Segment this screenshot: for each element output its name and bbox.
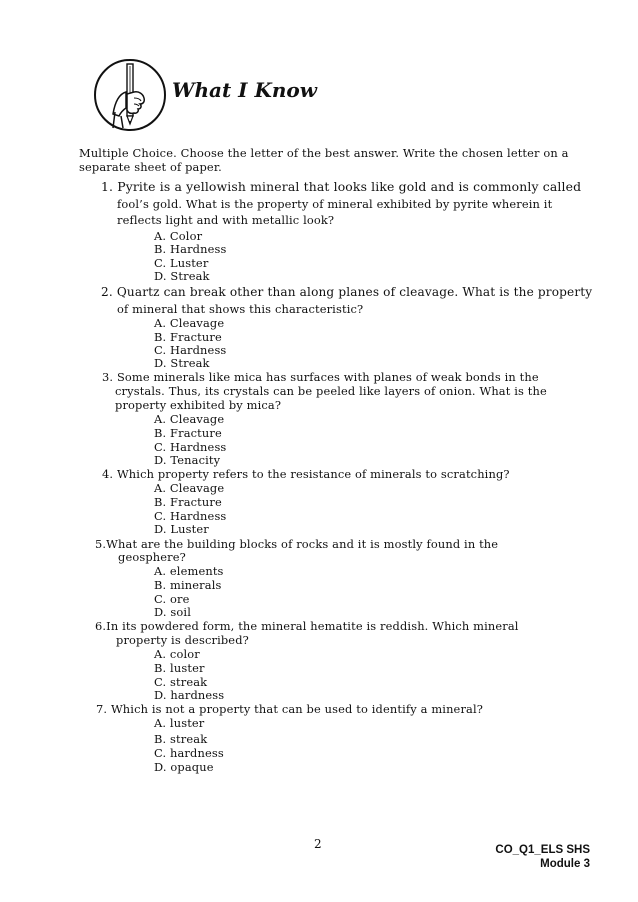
question-6-line: property is described? <box>116 633 249 647</box>
choice-item: B. Hardness <box>154 242 227 256</box>
choice-item: C. ore <box>154 592 190 606</box>
choice-item: C. hardness <box>154 746 224 760</box>
question-4-line: 4. Which property refers to the resistance of minerals to scratching? <box>102 467 510 481</box>
choice-item: B. Fracture <box>154 495 222 509</box>
choice-item: A. Cleavage <box>154 481 225 495</box>
choice-item: C. Hardness <box>154 440 227 454</box>
instructions-line: Multiple Choice. Choose the letter of the best answer. Write the chosen letter on a <box>79 146 569 160</box>
question-1-line: reflects light and with metallic look? <box>117 213 335 227</box>
choice-item: D. Luster <box>154 522 209 536</box>
choice-item: C. Hardness <box>154 343 227 357</box>
footer-module: Module 3 <box>540 858 590 870</box>
choice-item: B. luster <box>154 661 205 675</box>
choice-item: A. Cleavage <box>154 316 225 330</box>
choice-item: A. Cleavage <box>154 412 225 426</box>
choice-item: B. minerals <box>154 578 222 592</box>
choice-item: D. Streak <box>154 269 210 283</box>
hand-holding-pencil-icon <box>93 58 167 132</box>
question-2-line: 2. Quartz can break other than along planes of cleavage. What is the property <box>101 285 593 299</box>
choice-item: B. Fracture <box>154 330 222 344</box>
question-7-line: 7. Which is not a property that can be used to identify a mineral? <box>96 702 484 716</box>
choice-item: D. soil <box>154 605 192 619</box>
choice-item: C. Hardness <box>154 509 227 523</box>
choice-item: B. streak <box>154 732 208 746</box>
question-3-line: 3. Some minerals like mica has surfaces with planes of weak bonds in the <box>102 370 539 384</box>
question-3-line: property exhibited by mica? <box>115 398 282 412</box>
question-1-line: 1. Pyrite is a yellowish mineral that looks like gold and is commonly called <box>101 179 582 194</box>
instructions-line: separate sheet of paper. <box>79 160 222 174</box>
footer-code: CO_Q1_ELS SHS <box>495 844 590 856</box>
choice-item: A. elements <box>154 564 224 578</box>
choice-item: C. Luster <box>154 256 209 270</box>
question-5-line: 5.What are the building blocks of rocks and it is mostly found in the <box>95 537 499 551</box>
question-1-line: fool’s gold. What is the property of mineral exhibited by pyrite wherein it <box>117 197 553 211</box>
choice-item: A. color <box>154 647 200 661</box>
question-5-line: geosphere? <box>118 550 186 564</box>
choice-item: A. luster <box>154 716 205 730</box>
choice-item: D. opaque <box>154 760 214 774</box>
choice-item: C. streak <box>154 675 208 689</box>
question-2-line: of mineral that shows this characteristic? <box>117 302 364 316</box>
footer-code-block <box>495 843 590 871</box>
choice-item: D. Tenacity <box>154 453 221 467</box>
question-3-line: crystals. Thus, its crystals can be peeled like layers of onion. What is the <box>115 384 547 398</box>
choice-item: B. Fracture <box>154 426 222 440</box>
page-title: What I Know <box>172 78 317 102</box>
question-6-line: 6.In its powdered form, the mineral hematite is reddish. Which mineral <box>95 619 519 633</box>
choice-item: D. Streak <box>154 356 210 370</box>
choice-item: D. hardness <box>154 688 225 702</box>
choice-item: A. Color <box>154 229 203 243</box>
page-number: 2 <box>314 837 322 851</box>
